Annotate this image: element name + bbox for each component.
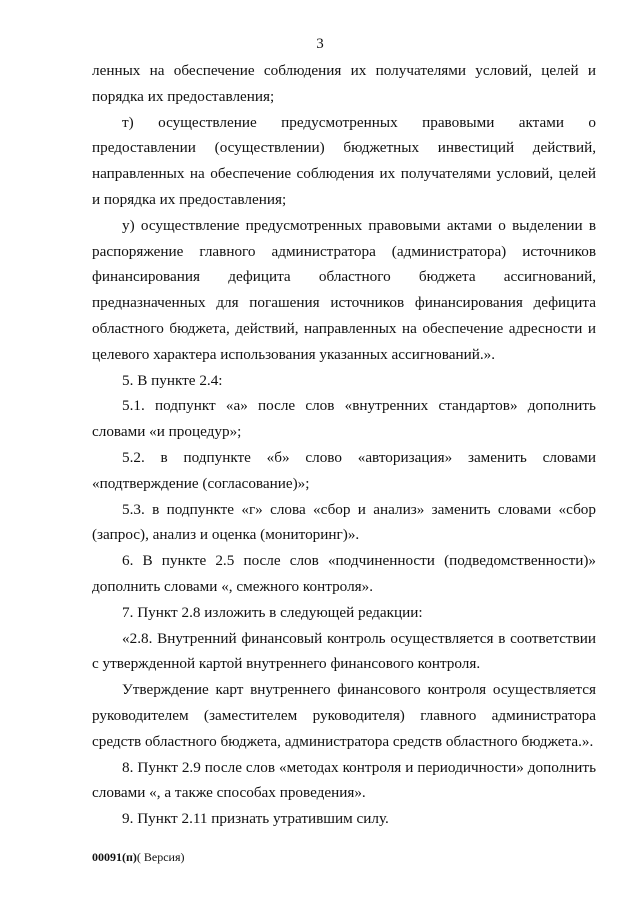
paragraph-point-5-1: 5.1. подпункт «а» после слов «внутренних стандартов» дополнить словами «и процедур»; xyxy=(92,397,596,441)
document-code xyxy=(92,850,185,865)
document-code-number: 00091(п) xyxy=(92,850,137,864)
paragraph-point-9: 9. Пункт 2.11 признать утратившим силу. xyxy=(122,810,389,828)
paragraph-point-8: 8. Пункт 2.9 после слов «методах контроля и периодичности» дополнить словами «, а также способах проведения». xyxy=(92,758,596,802)
document-body xyxy=(92,58,596,832)
paragraph-item-u: у) осуществление предусмотренных правовыми актами о выделении в распоряжение главного администратора (администратора) источников финансирования дефицита областного бюджета ассигнований, предназначенных для погашения источников финансирования дефицита областного бюджета, действий, направленных на обеспечение адресности и целевого характера использования указанных ассигнований.». xyxy=(92,216,596,363)
document-version: ( Версия) xyxy=(136,850,185,864)
paragraph-approval: Утверждение карт внутреннего финансового контроля осуществляется руководителем (заместителем руководителя) главного администратора средств областного бюджета, администратора средств областного бюджета.». xyxy=(92,681,596,750)
paragraph-point-7: 7. Пункт 2.8 изложить в следующей редакции: xyxy=(122,603,423,621)
paragraph-quote-2-8: «2.8. Внутренний финансовый контроль осуществляется в соответствии с утвержденной картой внутреннего финансового контроля. xyxy=(92,629,596,673)
paragraph-point-6: 6. В пункте 2.5 после слов «подчиненности (подведомственности)» дополнить словами «, смежного контроля». xyxy=(92,552,596,595)
paragraph-point-5-2: 5.2. в подпункте «б» слово «авторизация» заменить словами «подтверждение (согласование)»; xyxy=(92,448,596,492)
page-number: 3 xyxy=(316,36,324,52)
paragraph-continuation: ленных на обеспечение соблюдения их получателями условий, целей и порядка их предоставления; xyxy=(92,62,596,105)
paragraph-item-t: т) осуществление предусмотренных правовыми актами о предоставлении (осуществлении) бюджетных инвестиций действий, направленных на обеспечение соблюдения их получателями условий, целей и порядка их предоставления; xyxy=(92,113,596,208)
paragraph-point-5: 5. В пункте 2.4: xyxy=(122,371,223,389)
paragraph-point-5-3: 5.3. в подпункте «г» слова «сбор и анализ» заменить словами «сбор (запрос), анализ и оценка (мониторинг)». xyxy=(92,500,596,544)
